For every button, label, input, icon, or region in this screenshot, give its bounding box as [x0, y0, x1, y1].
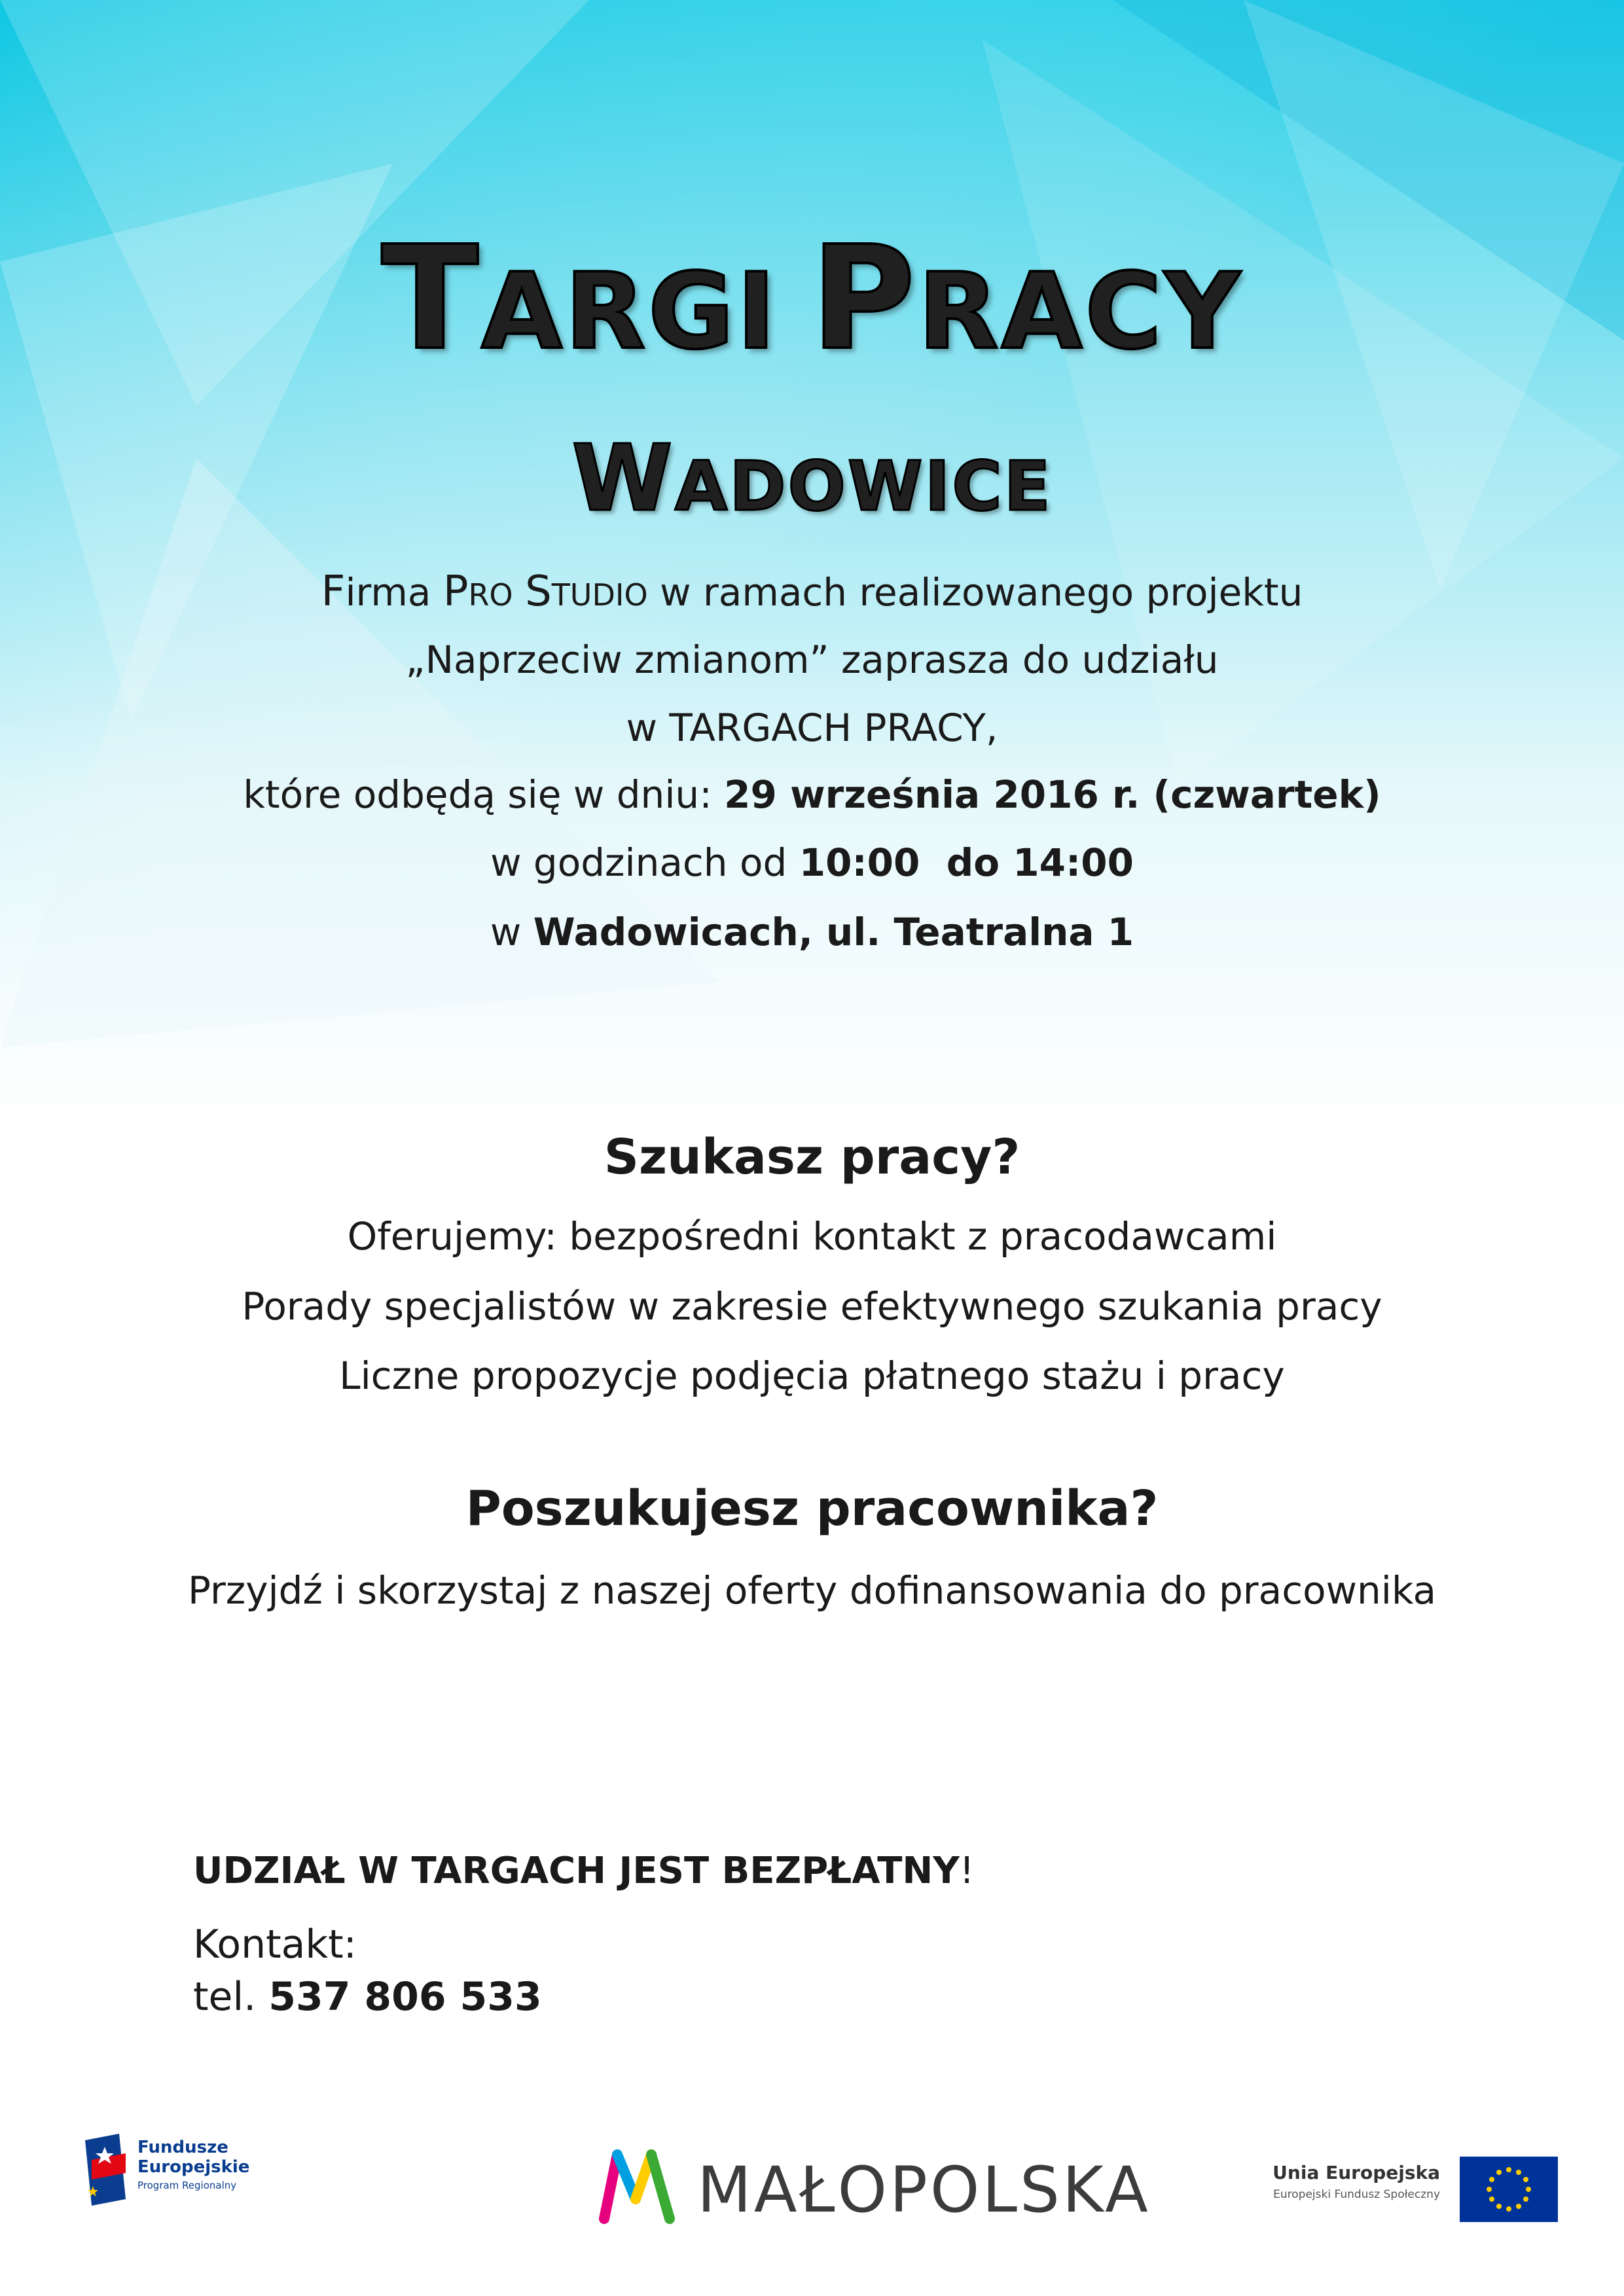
event-date-line: które odbędą się w dniu: 29 września 2016 r. (czwartek): [243, 772, 1381, 817]
eu-flag-icon: [1460, 2157, 1558, 2222]
jobseekers-item: Oferujemy: bezpośredni kontakt z pracodawcami: [347, 1214, 1277, 1259]
intro-line-1: Firma PRO STUDIO w ramach realizowanego projektu: [321, 567, 1303, 616]
event-city: WADOWICE: [571, 425, 1053, 532]
free-participation-notice: UDZIAŁ W TARGACH JEST BEZPŁATNY!: [193, 1850, 975, 1892]
fe-program: Program Regionalny: [137, 2179, 237, 2191]
eu-logo: [1237, 2157, 1558, 2222]
event-address: Wadowicach, ul. Teatralna 1: [533, 910, 1134, 954]
event-address-line: w Wadowicach, ul. Teatralna 1: [490, 910, 1134, 954]
malopolska-m-icon: [599, 2147, 677, 2225]
event-hours: 10:00 do 14:00: [799, 840, 1134, 885]
event-hours-line: w godzinach od 10:00 do 14:00: [490, 840, 1134, 885]
employers-heading: Poszukujesz pracownika?: [465, 1480, 1159, 1537]
jobseekers-item: Liczne propozycje podjęcia płatnego stażu i pracy: [339, 1354, 1285, 1398]
intro-line-3: w TARGACH PRACY,: [626, 706, 998, 750]
fundusze-europejskie-logo: [85, 2134, 295, 2212]
fe-name: Fundusze: [137, 2138, 228, 2157]
event-date: 29 września 2016 r. (czwartek): [724, 772, 1381, 817]
intro-line-2: „Naprzeciw zmianom” zaprasza do udziału: [405, 637, 1219, 682]
malopolska-logo: [599, 2140, 1149, 2238]
malopolska-text: MAŁOPOLSKA: [697, 2153, 1151, 2227]
eu-name: Unia Europejska: [1272, 2162, 1440, 2183]
fe-name-2: Europejskie: [137, 2157, 250, 2177]
eu-fund: Europejski Fundusz Społeczny: [1273, 2188, 1440, 2201]
fe-flag-icon: [85, 2134, 126, 2206]
jobseekers-item: Porady specjalistów w zakresie efektywnego szukania pracy: [242, 1284, 1382, 1329]
phone-number: 537 806 533: [268, 1974, 542, 2020]
contact-label: Kontakt:: [193, 1922, 357, 1967]
contact-phone: tel. 537 806 533: [193, 1974, 542, 2020]
employers-text: Przyjdź i skorzystaj z naszej oferty dofinansowania do pracownika: [187, 1568, 1436, 1613]
jobseekers-heading: Szukasz pracy?: [604, 1129, 1020, 1185]
event-title: TARGI PRACY: [381, 216, 1243, 382]
